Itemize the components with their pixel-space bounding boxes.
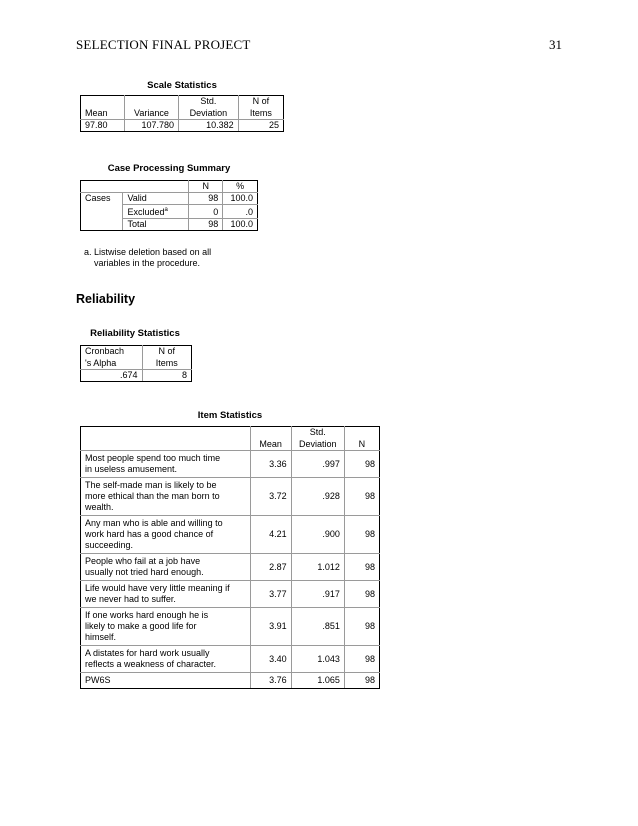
item-sd: .851 <box>291 608 344 646</box>
header-cell: Cronbach <box>81 346 143 358</box>
footnote-line: variables in the procedure. <box>94 258 201 268</box>
footnote-marker: a <box>164 207 168 213</box>
item-label-line: work hard has a good chance of <box>85 529 214 539</box>
item-mean: 2.87 <box>250 554 291 581</box>
item-sd: 1.065 <box>291 673 344 689</box>
item-sd: .900 <box>291 516 344 554</box>
item-statistics-title: Item Statistics <box>197 410 263 421</box>
item-mean: 3.36 <box>250 451 291 478</box>
value-cell: 98 <box>189 193 223 205</box>
item-label-line: more ethical than the man born to <box>85 491 220 501</box>
reliability-statistics-title: Reliability Statistics <box>90 328 180 339</box>
value-cell: 25 <box>238 120 283 132</box>
item-label-line: reflects a weakness of character. <box>85 659 217 669</box>
item-mean: 3.77 <box>250 581 291 608</box>
item-label <box>81 646 251 673</box>
item-label-line: A distates for hard work usually <box>85 648 210 658</box>
item-sd: 1.043 <box>291 646 344 673</box>
header-cell: Items <box>142 358 191 370</box>
case-processing-footnote <box>84 247 211 269</box>
item-n: 98 <box>344 581 379 608</box>
column-header-percent: % <box>223 181 258 193</box>
header-cell: Variance <box>124 108 178 120</box>
footnote-line: a. Listwise deletion based on all <box>84 247 212 257</box>
item-mean: 3.91 <box>250 608 291 646</box>
item-label <box>81 516 251 554</box>
item-n: 98 <box>344 451 379 478</box>
column-header-sd: Deviation <box>291 439 344 451</box>
item-mean: 3.40 <box>250 646 291 673</box>
item-sd: .928 <box>291 478 344 516</box>
header-cell <box>81 96 125 108</box>
item-statistics-table <box>80 426 380 689</box>
item-mean: 4.21 <box>250 516 291 554</box>
header-blank <box>81 427 251 451</box>
item-label-line: likely to make a good life for <box>85 621 197 631</box>
item-label-line: People who fail at a job have <box>85 556 201 566</box>
table-row <box>81 451 380 478</box>
header-cell: Std. <box>179 96 239 108</box>
column-header-n: N <box>189 181 223 193</box>
table-row <box>81 581 380 608</box>
item-label-line: succeeding. <box>85 540 134 550</box>
table-row <box>81 608 380 646</box>
item-mean: 3.72 <box>250 478 291 516</box>
row-label: Valid <box>123 193 189 205</box>
item-label-line: The self-made man is likely to be <box>85 480 217 490</box>
table-row <box>81 478 380 516</box>
item-label-line: Most people spend too much time <box>85 453 221 463</box>
item-sd: .917 <box>291 581 344 608</box>
value-cell: 97.80 <box>81 120 125 132</box>
item-label <box>81 478 251 516</box>
table-row <box>81 673 380 689</box>
item-label <box>81 608 251 646</box>
value-cell: 100.0 <box>223 219 258 231</box>
item-n: 98 <box>344 673 379 689</box>
item-label <box>81 451 251 478</box>
item-sd: .997 <box>291 451 344 478</box>
row-group-label: Cases <box>81 193 123 205</box>
header-cell: 's Alpha <box>81 358 143 370</box>
item-mean: 3.76 <box>250 673 291 689</box>
item-n: 98 <box>344 554 379 581</box>
scale-statistics-table <box>80 95 284 132</box>
item-label <box>81 673 251 689</box>
item-label-line: we never had to suffer. <box>85 594 176 604</box>
value-cell: 0 <box>189 205 223 219</box>
item-label-line: Any man who is able and willing to <box>85 518 223 528</box>
case-processing-table <box>80 180 258 231</box>
item-n: 98 <box>344 646 379 673</box>
value-cell: 100.0 <box>223 193 258 205</box>
item-n: 98 <box>344 478 379 516</box>
header-cell <box>124 96 178 108</box>
header-blank <box>123 181 189 193</box>
item-sd: 1.012 <box>291 554 344 581</box>
item-label-line: in useless amusement. <box>85 464 178 474</box>
row-label: Total <box>123 219 189 231</box>
item-label-line: wealth. <box>85 502 114 512</box>
value-cell: 10.382 <box>179 120 239 132</box>
table-row <box>81 646 380 673</box>
value-cell: 98 <box>189 219 223 231</box>
item-label <box>81 581 251 608</box>
case-processing-title: Case Processing Summary <box>107 163 231 174</box>
column-header-sd: Std. <box>291 427 344 439</box>
item-label-line: If one works hard enough he is <box>85 610 209 620</box>
value-cell: 8 <box>142 370 191 382</box>
item-n: 98 <box>344 516 379 554</box>
section-heading: Reliability <box>76 292 136 306</box>
item-label-line: himself. <box>85 632 117 642</box>
header-blank <box>81 181 123 193</box>
reliability-statistics-table <box>80 345 192 382</box>
value-cell: 107.780 <box>124 120 178 132</box>
row-group-blank <box>81 219 123 231</box>
header-cell: Deviation <box>179 108 239 120</box>
header-cell: N of <box>142 346 191 358</box>
header-cell: Mean <box>81 108 125 120</box>
table-row <box>81 516 380 554</box>
row-group-blank <box>81 205 123 219</box>
header-cell: Items <box>238 108 283 120</box>
table-row <box>81 554 380 581</box>
row-label: Excluded$^a$ <box>123 205 189 219</box>
item-label-line: usually not tried hard enough. <box>85 567 204 577</box>
value-cell: .0 <box>223 205 258 219</box>
column-header-mean: Mean <box>250 427 291 451</box>
column-header-n: N <box>344 427 379 451</box>
scale-statistics-title: Scale Statistics <box>147 80 217 91</box>
header-cell: N of <box>238 96 283 108</box>
item-label-line: Life would have very little meaning if <box>85 583 230 593</box>
value-cell: .674 <box>81 370 143 382</box>
item-n: 98 <box>344 608 379 646</box>
running-header: SELECTION FINAL PROJECT <box>76 37 251 52</box>
item-label-line: PW6S <box>85 675 111 685</box>
item-label <box>81 554 251 581</box>
page-number: 31 <box>549 37 562 52</box>
